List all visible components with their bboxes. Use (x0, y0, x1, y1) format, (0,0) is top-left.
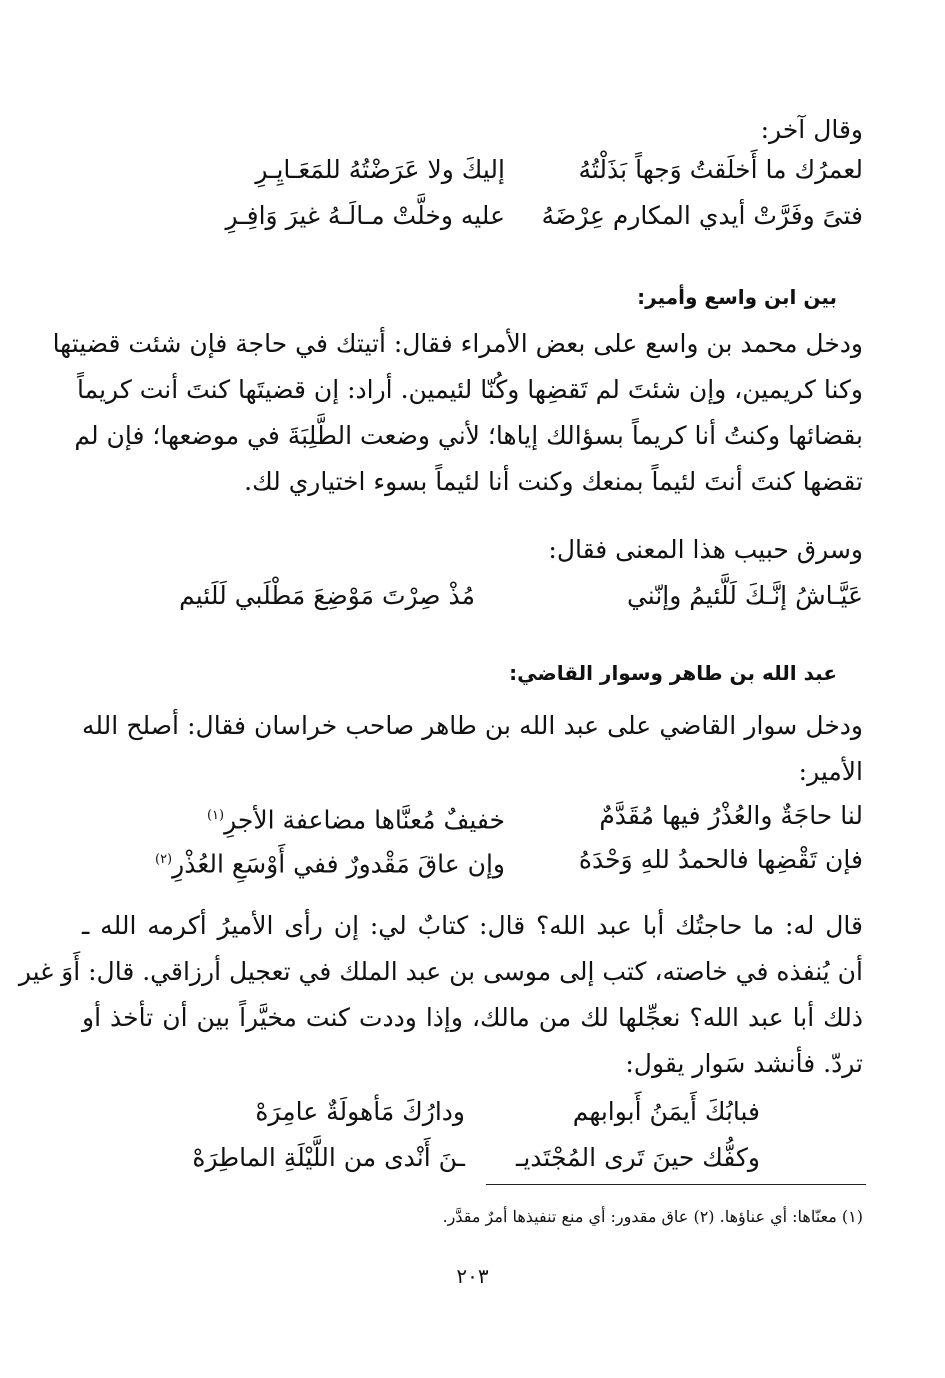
verse-text: وإن عاقَ مَقْدورٌ ففي أَوْسَعِ العُذْرِ (172, 849, 505, 879)
verse-2-hemistich-2: عليه وخلَّتْ مـالَـهُ غيرَ وَافِـرِ (225, 201, 505, 230)
sawwar-verse-1-hemistich-2 (105, 798, 505, 838)
paragraph-line: ودخل محمد بن واسع على بعض الأمراء فقال: أتيتك في حاجة فإن شئت قضيتها (52, 329, 863, 358)
habib-verse-hemistich-1: عَيَّـاشُ إنَّـكَ لَلَّئيمُ وإنّني (626, 581, 863, 610)
verse-2-hemistich-1: فتىً وفَرَّتْ أيدي المكارم عِرْضَهُ (541, 201, 863, 230)
final-verse-2-hemistich-1: وكفُّك حينَ تَرى المُجْتَديـ (516, 1143, 760, 1172)
habib-intro: وسرق حبيب هذا المعنى فقال: (548, 535, 863, 564)
paragraph-line: بقضائها وكنتُ أنا كريماً بسؤالك إياها؛ لأني وضعت الطَّلِبَةَ في موضعها؛ فإن لم (74, 421, 863, 450)
sawwar-verse-2-hemistich-2 (105, 842, 505, 882)
page-number: ٢٠٣ (456, 1264, 489, 1288)
sawwar-verse-1-hemistich-1: لنا حاجَةٌ والعُذْرُ فيها مُقَدَّمٌ (599, 801, 863, 830)
sawwar-verse-2-hemistich-1: فإن تَقْضِها فالحمدُ للهِ وَحْدَهُ (578, 845, 863, 874)
final-verse-1-hemistich-2: ودارُكَ مَأهولَةٌ عامِرَهْ (255, 1097, 465, 1126)
paragraph-line: قال له: ما حاجتُك أبا عبد الله؟ قال: كتابٌ لي: إن رأى الأميرُ أكرمه الله ـ (82, 911, 863, 940)
verse-1-hemistich-1: لعمرُك ما أَخلَقتُ وَجهاً بَذَلْتُهُ (578, 155, 863, 184)
habib-verse-hemistich-2: مُذْ صِرْتَ مَوْضِعَ مَطْلَبي لَلَئيم (179, 581, 475, 610)
poem-intro: وقال آخر: (760, 115, 863, 144)
paragraph-line: الأمير: (798, 757, 863, 786)
footnote-marker-1: (١) (206, 808, 225, 823)
footnote-separator (486, 1184, 866, 1185)
verse-1-hemistich-2: إليكَ ولا عَرَضْتُهُ للمَعَـايِـرِ (255, 155, 505, 184)
footnotes: (١) معنّاها: أي عناؤها. (٢) عاق مقدور: أي منع تنفيذها أمرٌ مقدَّر. (442, 1207, 863, 1226)
paragraph-line: ودخل سوار القاضي على عبد الله بن طاهر صاحب خراسان فقال: أصلح الله (82, 711, 863, 740)
verse-text: خفيفٌ مُعنَّاها مضاعفة الأجرِ (224, 805, 505, 835)
final-verse-1-hemistich-1: فبابُكَ أَيمَنُ أَبوابهم (572, 1097, 760, 1126)
final-verse-2-hemistich-2: ـنَ أَنْدى من اللَّيْلَةِ الماطِرَهْ (192, 1143, 465, 1172)
paragraph-line: أن يُنفذه في خاصته، كتب إلى موسى بن عبد الملك في تعجيل أرزاقي. قال: أَوَ غير (18, 957, 863, 986)
paragraph-line: تقضها كنتَ أنتَ لئيماً بمنعك وكنت أنا لئيماً بسوء اختياري لك. (244, 467, 863, 496)
paragraph-line: تردّ. فأنشد سَوار يقول: (625, 1049, 863, 1078)
paragraph-line: وكنا كريمين، وإن شئتَ لم تَقضِها وكُنّا لئيمين. أراد: إن قضيتَها كنتَ أنت كريماً (77, 375, 863, 404)
paragraph-line: ذلك أبا عبد الله؟ نعجِّلها لك من مالك، وإذا وددت كنت مخيَّراً بين أن تأخذ أو (82, 1003, 863, 1032)
section-heading-ibn-wasi: بين ابن واسع وأمير: (637, 285, 837, 309)
footnote-marker-2: (٢) (154, 852, 173, 867)
section-heading-abdallah-sawwar: عبد الله بن طاهر وسوار القاضي: (509, 661, 837, 685)
